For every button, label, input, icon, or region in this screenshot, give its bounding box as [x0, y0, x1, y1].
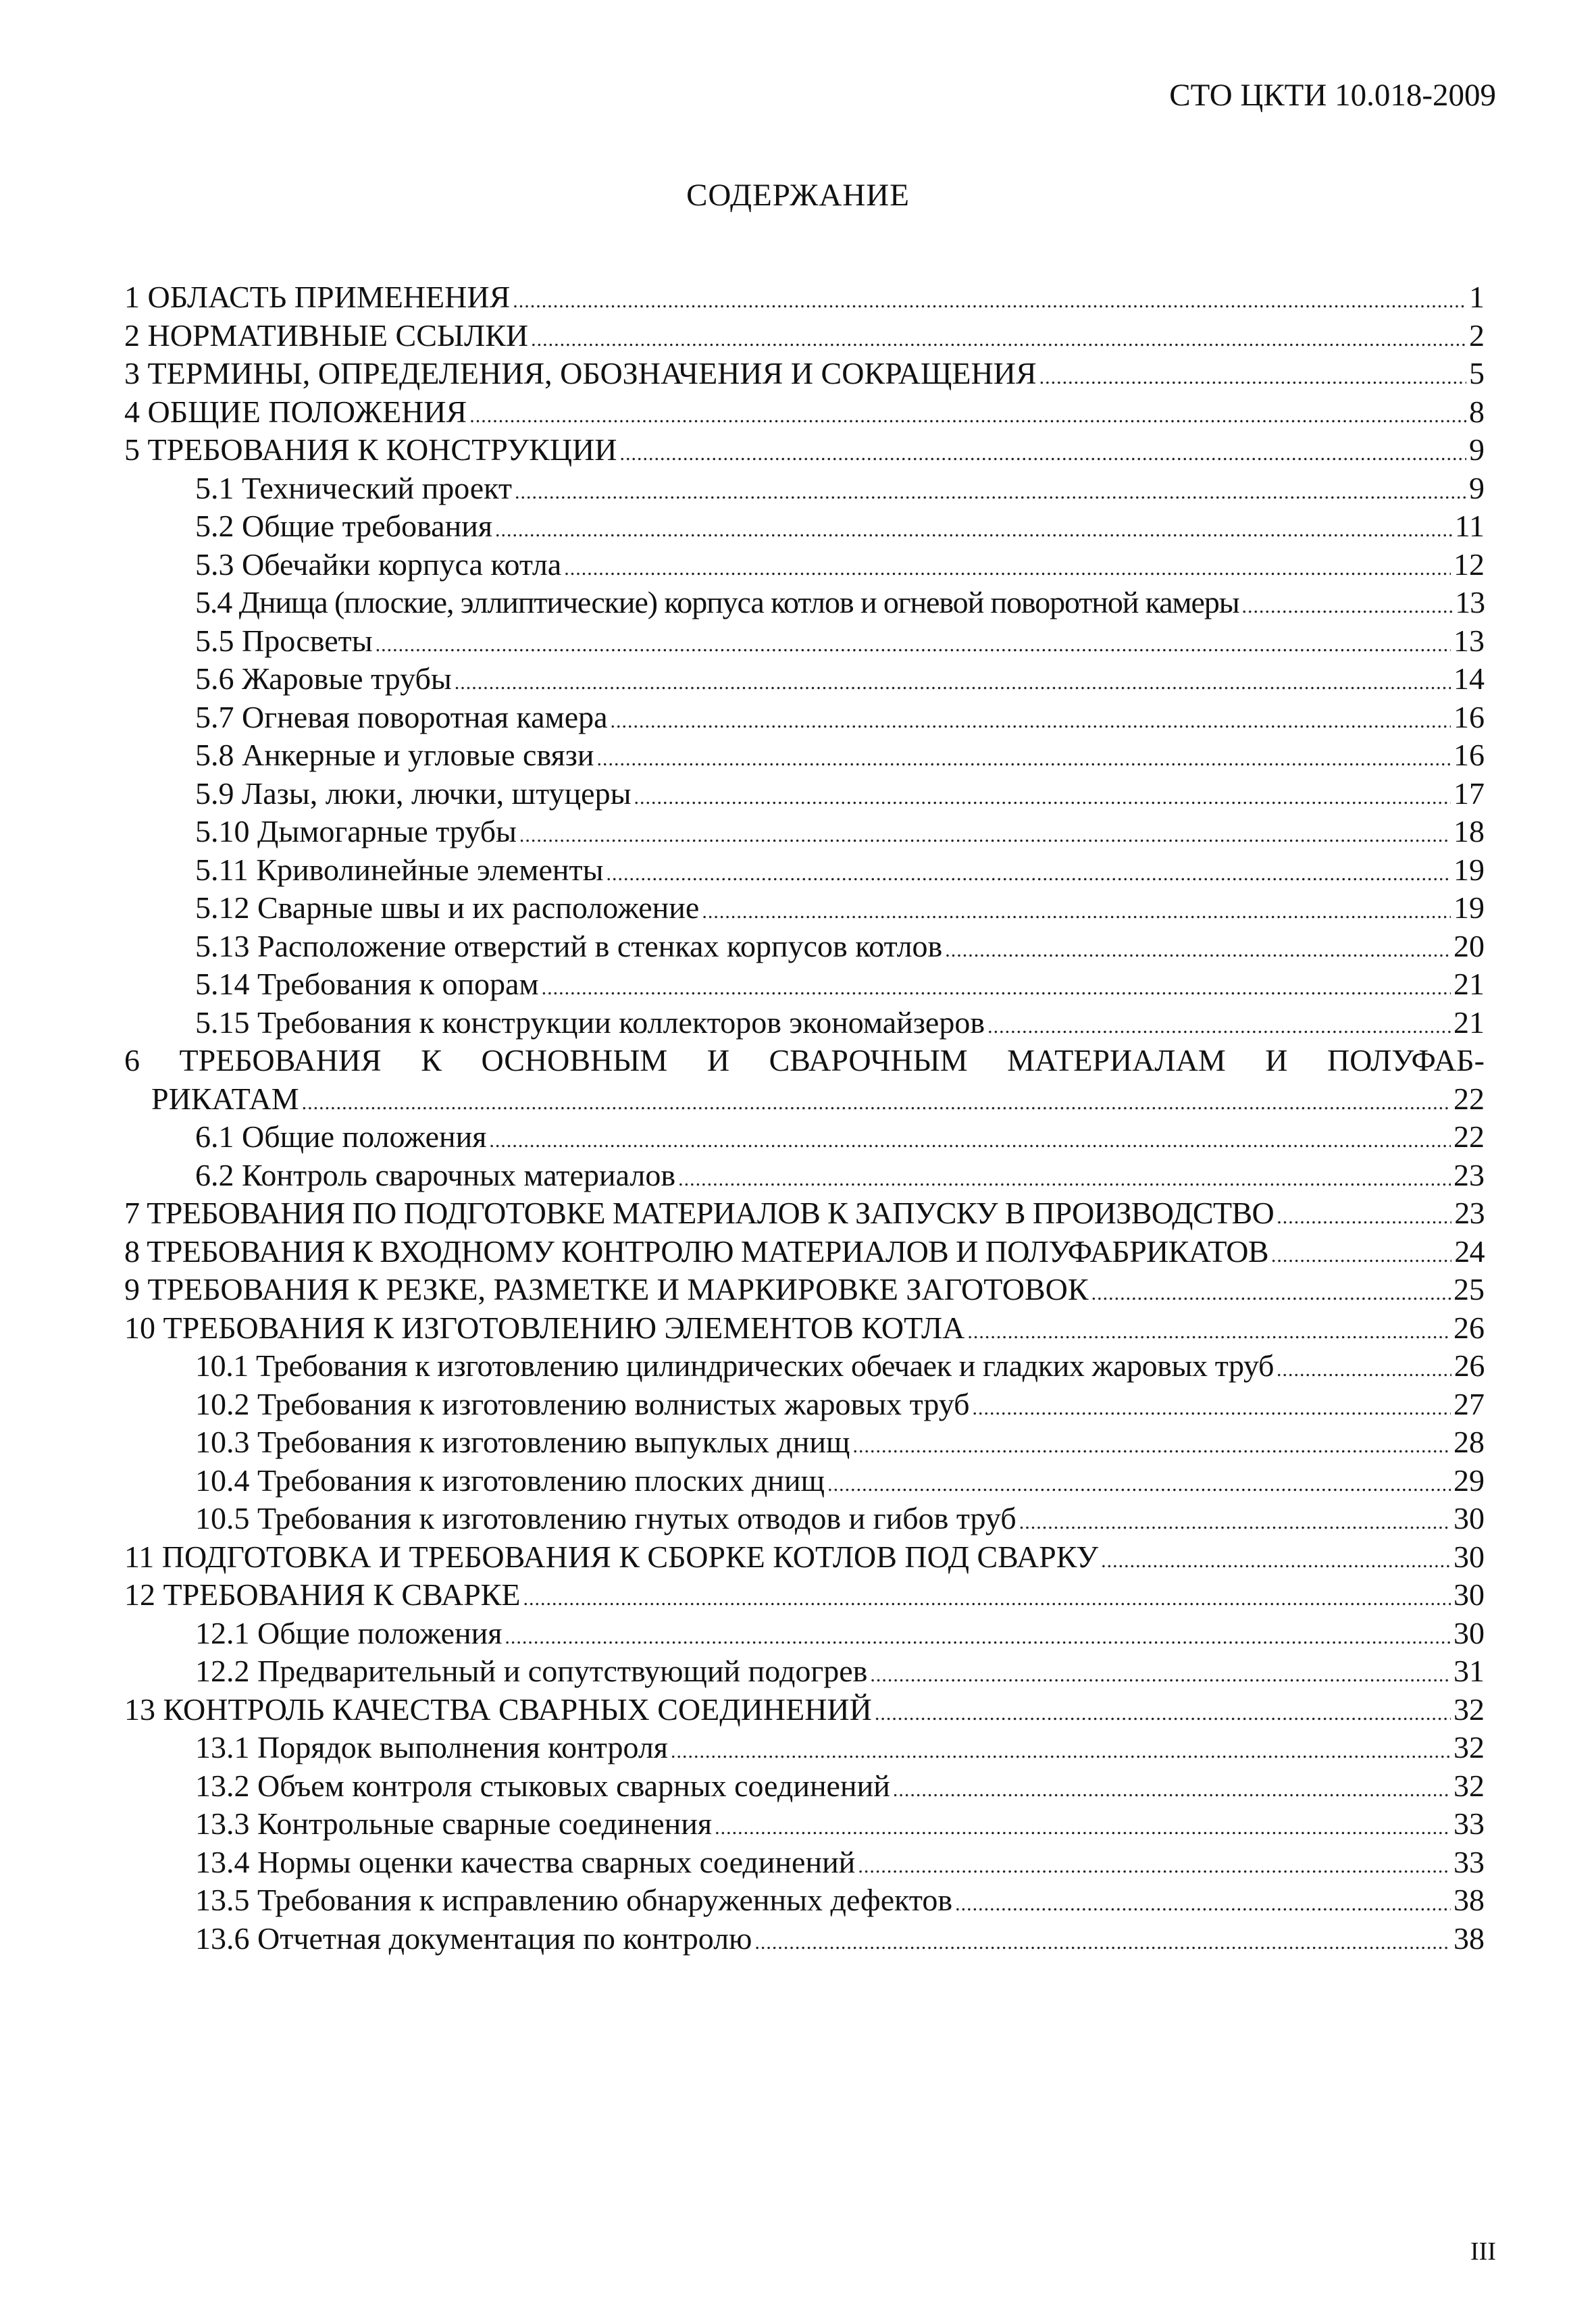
leader-dots — [376, 626, 1451, 664]
toc-entry-label: 13.6 Отчетная документация по контролю — [195, 1921, 752, 1956]
toc-entry-label: 8 ТРЕБОВАНИЯ К ВХОДНОМУ КОНТРОЛЮ МАТЕРИАЛОВ И ПОЛУФАБРИКАТОВ — [124, 1234, 1268, 1269]
toc-entry-label: 5.6 Жаровые трубы — [195, 661, 452, 696]
toc-page-number: 32 — [1453, 1768, 1485, 1803]
toc-subentry[interactable] — [124, 469, 1485, 508]
toc-subentry[interactable] — [124, 660, 1485, 698]
toc-page-number: 27 — [1453, 1386, 1485, 1421]
toc-page-number: 23 — [1454, 1196, 1485, 1230]
toc-word: ПОЛУФАБ- — [1327, 1043, 1485, 1077]
toc-entry-label: 13.1 Порядок выполнения контроля — [195, 1730, 668, 1764]
toc-subentry[interactable] — [124, 1767, 1485, 1806]
toc-page-number: 18 — [1453, 814, 1485, 848]
toc-page-number: 23 — [1453, 1157, 1485, 1192]
leader-dots — [852, 1427, 1451, 1465]
toc-entry-label: 5.4 Днища (плоские, эллиптические) корпуса котлов и огневой поворотной камеры — [195, 585, 1239, 619]
toc-word: И — [1265, 1043, 1288, 1077]
toc-subentry[interactable] — [124, 1156, 1485, 1195]
toc-entry[interactable] — [124, 1309, 1485, 1348]
toc-page-number: 16 — [1453, 738, 1485, 772]
toc-subentry[interactable] — [124, 851, 1485, 890]
toc-page-number: 1 — [1469, 280, 1485, 314]
toc-subentry[interactable] — [124, 1462, 1485, 1500]
leader-dots — [505, 1619, 1451, 1656]
toc-page-number: 9 — [1469, 470, 1485, 505]
leader-dots — [495, 511, 1452, 549]
toc-entry-label: 5.3 Обечайки корпуса котла — [195, 547, 562, 582]
toc-entry-label: 6.1 Общие положения — [195, 1119, 487, 1154]
leader-dots — [489, 1122, 1451, 1160]
toc-entry-label: 5 ТРЕБОВАНИЯ К КОНСТРУКЦИИ — [124, 432, 617, 467]
toc-page-number: 30 — [1453, 1501, 1485, 1535]
toc-entry[interactable] — [124, 317, 1485, 355]
leader-dots — [973, 1390, 1451, 1427]
toc-subentry[interactable] — [124, 1118, 1485, 1156]
leader-dots — [1242, 588, 1453, 626]
toc-subentry[interactable] — [124, 1729, 1485, 1767]
leader-dots — [1271, 1237, 1451, 1275]
toc-entry-label: 5.5 Просветы — [195, 623, 373, 658]
toc-entry-label: 10 ТРЕБОВАНИЯ К ИЗГОТОВЛЕНИЮ ЭЛЕМЕНТОВ КОТЛА — [124, 1310, 965, 1345]
leader-dots — [955, 1885, 1451, 1923]
leader-dots — [455, 664, 1451, 702]
toc-entry-label: 9 ТРЕБОВАНИЯ К РЕЗКЕ, РАЗМЕТКЕ И МАРКИРОВКЕ ЗАГОТОВОК — [124, 1272, 1089, 1306]
toc-word: К — [421, 1043, 442, 1077]
toc-entry-label: 5.13 Расположение отверстий в стенках корпусов котлов — [195, 928, 943, 963]
toc-subentry[interactable] — [124, 1500, 1485, 1538]
toc-page-number: 30 — [1453, 1577, 1485, 1612]
toc-entry[interactable] — [124, 278, 1485, 317]
toc-subentry[interactable] — [124, 1920, 1485, 1958]
toc-subentry[interactable] — [124, 1652, 1485, 1691]
toc-entry-label: 4 ОБЩИЕ ПОЛОЖЕНИЯ — [124, 394, 467, 429]
toc-subentry[interactable] — [124, 1004, 1485, 1042]
leader-dots — [597, 740, 1451, 778]
toc-page-number: 29 — [1453, 1463, 1485, 1498]
toc-word: МАТЕРИАЛАМ — [1007, 1043, 1226, 1077]
leader-dots — [542, 969, 1451, 1007]
leader-dots — [870, 1656, 1451, 1694]
toc-page-number: 8 — [1469, 394, 1485, 429]
toc-entry[interactable] — [124, 1233, 1485, 1271]
toc-subentry[interactable] — [124, 1881, 1485, 1920]
leader-dots — [515, 474, 1466, 511]
toc-entry-label: 12.1 Общие положения — [195, 1615, 503, 1650]
toc-page-number: 22 — [1453, 1119, 1485, 1154]
toc-subentry[interactable] — [124, 1423, 1485, 1462]
toc-entry-label: 10.4 Требования к изготовлению плоских днищ — [195, 1463, 825, 1498]
toc-page-number: 26 — [1453, 1310, 1485, 1345]
leader-dots — [1019, 1504, 1451, 1542]
leader-dots — [754, 1924, 1451, 1962]
toc-entry[interactable] — [124, 431, 1485, 469]
toc-page-number: 31 — [1453, 1654, 1485, 1688]
toc-entry-label: 1 ОБЛАСТЬ ПРИМЕНЕНИЯ — [124, 280, 511, 314]
toc-page-number: 13 — [1453, 623, 1485, 658]
leader-dots — [519, 817, 1451, 855]
toc-entry-label: 10.5 Требования к изготовлению гнутых отводов и гибов труб — [195, 1501, 1016, 1535]
toc-entry-label: 13.3 Контрольные сварные соединения — [195, 1806, 713, 1841]
toc-word: СВАРОЧНЫМ — [769, 1043, 968, 1077]
toc-entry-label: 5.1 Технический проект — [195, 470, 513, 505]
toc-entry-label: 10.3 Требования к изготовлению выпуклых днищ — [195, 1425, 850, 1459]
leader-dots — [702, 893, 1451, 931]
toc-page-number: 14 — [1453, 661, 1485, 696]
toc-entry-label: 5.14 Требования к опорам — [195, 967, 539, 1001]
toc-subentry[interactable] — [124, 1347, 1485, 1386]
toc-page-number: 25 — [1453, 1272, 1485, 1306]
toc-entry[interactable] — [124, 355, 1485, 393]
toc-entry-label: 10.2 Требования к изготовлению волнистых жаровых труб — [195, 1386, 970, 1421]
toc-subentry[interactable] — [124, 736, 1485, 775]
leader-dots — [611, 703, 1451, 740]
toc-page-number: 20 — [1453, 928, 1485, 963]
leader-dots — [523, 1580, 1451, 1618]
toc-page-number: 28 — [1453, 1425, 1485, 1459]
leader-dots — [893, 1771, 1451, 1809]
toc-subentry[interactable] — [124, 775, 1485, 813]
toc-subentry[interactable] — [124, 622, 1485, 661]
leader-dots — [671, 1733, 1451, 1771]
leader-dots — [620, 435, 1466, 473]
toc-entry-label: РИКАТАМ — [151, 1081, 299, 1116]
toc-entry-label: 11 ПОДГОТОВКА И ТРЕБОВАНИЯ К СБОРКЕ КОТЛОВ ПОД СВАРКУ — [124, 1539, 1099, 1574]
toc-page-number: 30 — [1453, 1615, 1485, 1650]
toc-page-number: 21 — [1453, 967, 1485, 1001]
leader-dots — [531, 321, 1466, 359]
toc-entry-wrapped[interactable] — [124, 1042, 1485, 1080]
leader-dots — [967, 1313, 1451, 1351]
toc-page-number: 19 — [1453, 890, 1485, 925]
leader-dots — [1039, 359, 1466, 397]
page-number: III — [1470, 2237, 1496, 2266]
toc-entry-continuation[interactable] — [124, 1080, 1485, 1119]
leader-dots — [469, 397, 1466, 435]
toc-page-number: 2 — [1469, 317, 1485, 353]
leader-dots — [1091, 1275, 1451, 1313]
leader-dots — [513, 282, 1466, 320]
toc-subentry[interactable] — [124, 927, 1485, 966]
toc-subentry[interactable] — [124, 584, 1485, 622]
leader-dots — [1277, 1351, 1451, 1389]
toc-page-number: 9 — [1469, 432, 1485, 467]
toc-page-number: 33 — [1453, 1844, 1485, 1879]
leader-dots — [607, 855, 1451, 893]
leader-dots — [1277, 1198, 1451, 1236]
toc-entry-label: 13.2 Объем контроля стыковых сварных соединений — [195, 1768, 890, 1803]
toc-subentry[interactable] — [124, 507, 1485, 546]
toc-subentry[interactable] — [124, 1844, 1485, 1882]
leader-dots — [827, 1466, 1451, 1504]
toc-entry-label: 5.8 Анкерные и угловые связи — [195, 738, 594, 772]
toc-entry-label: 13.5 Требования к исправлению обнаруженных дефектов — [195, 1883, 953, 1917]
toc-title: СОДЕРЖАНИЕ — [686, 178, 910, 213]
toc-entry-label: 5.10 Дымогарные трубы — [195, 814, 517, 848]
leader-dots — [945, 932, 1451, 969]
toc-word: 6 — [124, 1043, 140, 1077]
toc-page-number: 38 — [1453, 1883, 1485, 1917]
leader-dots — [302, 1084, 1451, 1122]
toc-entry-label: 10.1 Требования к изготовлению цилиндрических обечаек и гладких жаровых труб — [195, 1348, 1275, 1383]
leader-dots — [634, 779, 1451, 817]
toc-entry-label: 3 ТЕРМИНЫ, ОПРЕДЕЛЕНИЯ, ОБОЗНАЧЕНИЯ И СОКРАЩЕНИЯ — [124, 356, 1037, 390]
table-of-contents — [124, 278, 1485, 1958]
toc-entry-label: 7 ТРЕБОВАНИЯ ПО ПОДГОТОВКЕ МАТЕРИАЛОВ К ЗАПУСКУ В ПРОИЗВОДСТВО — [124, 1196, 1275, 1230]
toc-entry-label: 5.15 Требования к конструкции коллекторов экономайзеров — [195, 1005, 985, 1040]
toc-page-number: 5 — [1469, 356, 1485, 390]
toc-entry-label: 13.4 Нормы оценки качества сварных соединений — [195, 1844, 856, 1879]
toc-page-number: 21 — [1453, 1005, 1485, 1040]
toc-entry-label: 12 ТРЕБОВАНИЯ К СВАРКЕ — [124, 1577, 521, 1612]
toc-entry[interactable] — [124, 1194, 1485, 1233]
toc-subentry[interactable] — [124, 889, 1485, 927]
toc-subentry[interactable] — [124, 1615, 1485, 1653]
toc-entry-label: 5.11 Криволинейные элементы — [195, 852, 604, 887]
toc-entry-label: 5.9 Лазы, люки, лючки, штуцеры — [195, 776, 632, 811]
toc-page-number: 32 — [1453, 1730, 1485, 1764]
toc-page-number: 22 — [1453, 1081, 1485, 1116]
toc-entry-label: 13 КОНТРОЛЬ КАЧЕСТВА СВАРНЫХ СОЕДИНЕНИЙ — [124, 1692, 872, 1727]
leader-dots — [987, 1008, 1451, 1046]
toc-subentry[interactable] — [124, 1805, 1485, 1844]
toc-entry-label: 6.2 Контроль сварочных материалов — [195, 1157, 676, 1192]
toc-word: И — [706, 1043, 730, 1077]
leader-dots — [564, 550, 1451, 588]
toc-word: ОСНОВНЫМ — [481, 1043, 668, 1077]
toc-page-number: 38 — [1453, 1921, 1485, 1956]
toc-subentry[interactable] — [124, 813, 1485, 851]
toc-subentry[interactable] — [124, 698, 1485, 737]
toc-page-number: 13 — [1455, 585, 1485, 619]
toc-page-number: 19 — [1453, 852, 1485, 887]
toc-page-number: 32 — [1453, 1692, 1485, 1727]
toc-subentry[interactable] — [124, 965, 1485, 1004]
toc-page-number: 11 — [1454, 509, 1485, 543]
leader-dots — [858, 1848, 1451, 1885]
toc-page-number: 26 — [1453, 1348, 1485, 1383]
toc-page-number: 30 — [1453, 1539, 1485, 1574]
toc-page-number: 12 — [1453, 547, 1485, 582]
leader-dots — [715, 1809, 1451, 1847]
toc-entry[interactable] — [124, 1576, 1485, 1615]
toc-entry[interactable] — [124, 1691, 1485, 1729]
toc-entry-label: 5.7 Огневая поворотная камера — [195, 699, 608, 734]
toc-subentry[interactable] — [124, 546, 1485, 584]
leader-dots — [678, 1161, 1451, 1198]
document-code: СТО ЦКТИ 10.018-2009 — [1169, 78, 1496, 113]
toc-entry[interactable] — [124, 393, 1485, 432]
toc-entry-label: 2 НОРМАТИВНЫЕ ССЫЛКИ — [124, 317, 529, 353]
leader-dots — [1101, 1542, 1451, 1580]
toc-word: ТРЕБОВАНИЯ — [179, 1043, 382, 1077]
toc-entry[interactable] — [124, 1538, 1485, 1577]
leader-dots — [875, 1695, 1451, 1733]
toc-entry[interactable] — [124, 1271, 1485, 1309]
toc-entry-label: 5.12 Сварные швы и их расположение — [195, 890, 700, 925]
toc-page-number: 24 — [1454, 1234, 1485, 1269]
toc-page-number: 16 — [1453, 699, 1485, 734]
toc-page-number: 33 — [1453, 1806, 1485, 1841]
toc-subentry[interactable] — [124, 1386, 1485, 1424]
toc-entry-label: 12.2 Предварительный и сопутствующий подогрев — [195, 1654, 868, 1688]
toc-page-number: 17 — [1453, 776, 1485, 811]
toc-entry-label: 5.2 Общие требования — [195, 509, 492, 543]
